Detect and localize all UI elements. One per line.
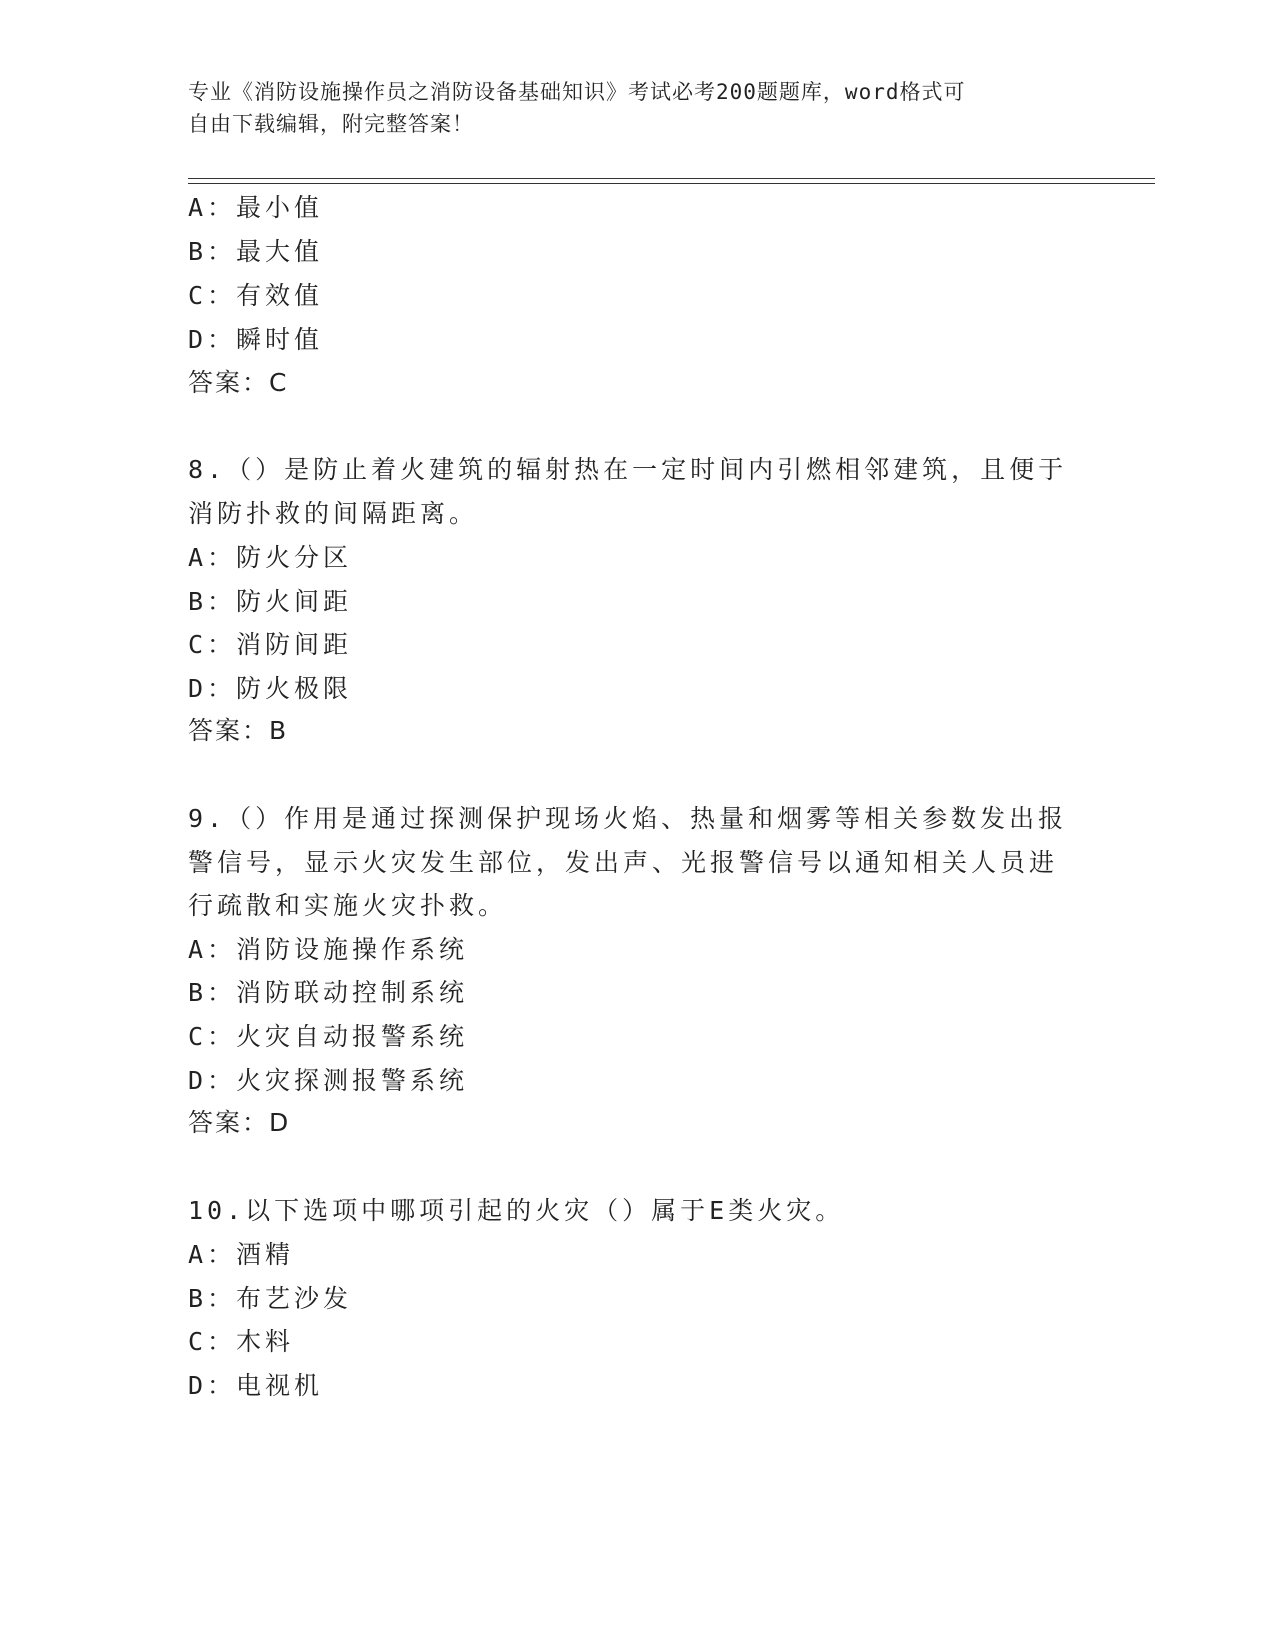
header-line-1: 专业《消防设施操作员之消防设备基础知识》考试必考200题题库，word格式可 <box>188 80 966 104</box>
header-line-2: 自由下载编辑，附完整答案！ <box>188 112 474 136</box>
q7-option-d: D：瞬时值 <box>188 325 324 354</box>
q7-option-c: C：有效值 <box>188 281 324 310</box>
q10-stem-line-1: 10.以下选项中哪项引起的火灾（）属于E类火灾。 <box>188 1196 845 1225</box>
q8-stem-line-2: 消防扑救的间隔距离。 <box>188 499 479 528</box>
q7-option-b: B：最大值 <box>188 237 324 266</box>
q9-option-d: D：火灾探测报警系统 <box>188 1066 469 1095</box>
q10-option-d: D：电视机 <box>188 1371 324 1400</box>
q10-option-c: C：木料 <box>188 1327 295 1356</box>
q9-option-b: B：消防联动控制系统 <box>188 978 469 1007</box>
q9-stem-line-3: 行疏散和实施火灾扑救。 <box>188 891 508 920</box>
q8-option-a: A：防火分区 <box>188 543 353 572</box>
q10-option-b: B：布艺沙发 <box>188 1284 353 1313</box>
q10-option-a: A：酒精 <box>188 1240 295 1269</box>
q9-stem-line-1: 9.（）作用是通过探测保护现场火焰、热量和烟雾等相关参数发出报 <box>188 804 1068 833</box>
q8-option-c: C：消防间距 <box>188 630 353 659</box>
document-header <box>188 76 1068 140</box>
header-divider-top <box>188 178 1155 179</box>
q9-option-c: C：火灾自动报警系统 <box>188 1022 469 1051</box>
q7-answer: 答案：C <box>188 368 289 397</box>
q8-answer: 答案：B <box>188 716 289 745</box>
q8-option-d: D：防火极限 <box>188 674 353 703</box>
q9-answer: 答案：D <box>188 1108 291 1137</box>
q9-stem-line-2: 警信号，显示火灾发生部位，发出声、光报警信号以通知相关人员进 <box>188 848 1059 877</box>
q8-option-b: B：防火间距 <box>188 587 353 616</box>
header-divider-bottom <box>188 183 1155 184</box>
q9-option-a: A：消防设施操作系统 <box>188 935 469 964</box>
q8-stem-line-1: 8.（）是防止着火建筑的辐射热在一定时间内引燃相邻建筑，且便于 <box>188 455 1068 484</box>
q7-option-a: A：最小值 <box>188 193 324 222</box>
